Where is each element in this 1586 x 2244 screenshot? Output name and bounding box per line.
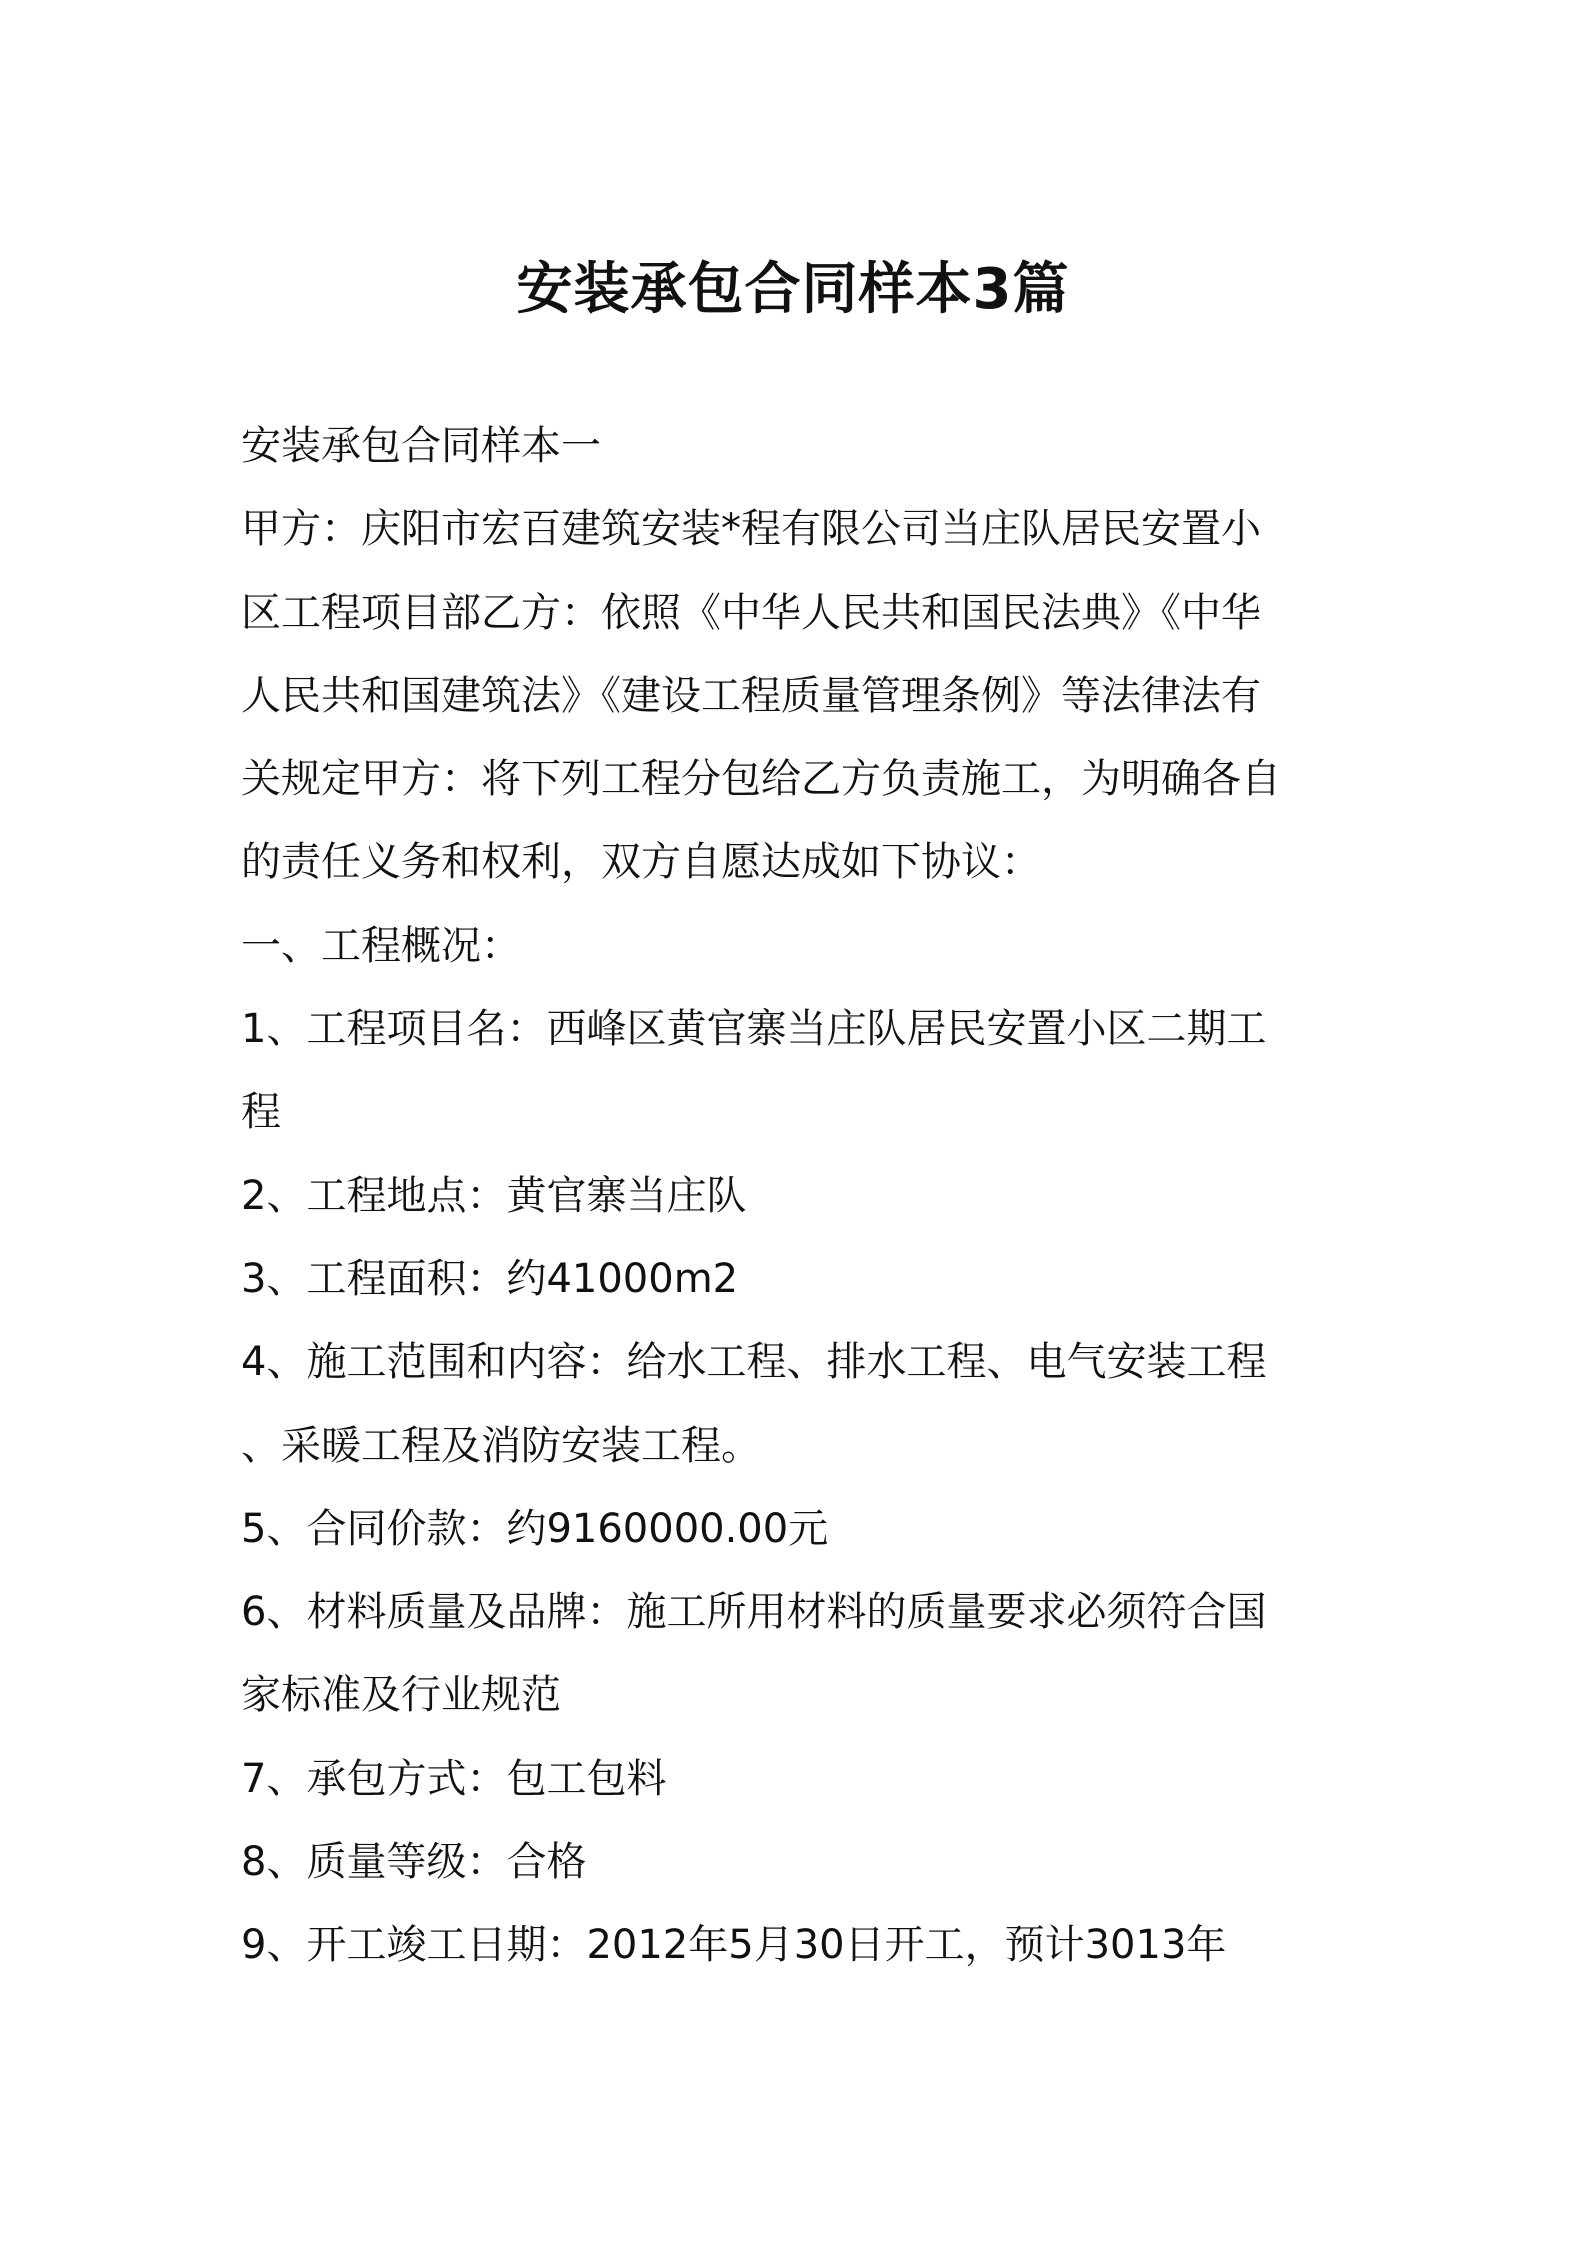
text-line: 甲方：庆阳市宏百建筑安装*程有限公司当庄队居民安置小	[241, 506, 1261, 553]
document-body	[241, 405, 1356, 1988]
text-line: 区工程项目部乙方：依照《中华人民共和国民法典》《中华	[241, 589, 1261, 636]
text-line: 4、施工范围和内容：给水工程、排水工程、电气安装工程	[241, 1339, 1267, 1386]
text-line: 1、工程项目名：西峰区黄官寨当庄队居民安置小区二期工	[241, 1006, 1267, 1053]
text-line: 6、材料质量及品牌：施工所用材料的质量要求必须符合国	[241, 1589, 1267, 1636]
text-line: 2、工程地点：黄官寨当庄队	[241, 1172, 747, 1219]
text-line: 关规定甲方：将下列工程分包给乙方负责施工，为明确各自	[241, 756, 1281, 803]
text-line: 人民共和国建筑法》《建设工程质量管理条例》等法律法有	[241, 672, 1261, 719]
text-line: 8、质量等级：合格	[241, 1839, 587, 1886]
text-line: 家标准及行业规范	[241, 1672, 561, 1719]
text-line: 安装承包合同样本一	[241, 423, 601, 469]
text-line: 3、工程面积：约41000m2	[241, 1255, 739, 1302]
text-line: 7、承包方式：包工包料	[241, 1755, 667, 1802]
document-title: 安装承包合同样本3篇	[516, 257, 1070, 322]
text-line: 9、开工竣工日期：2012年5月30日开工，预计3013年	[241, 1922, 1227, 1969]
text-line: 一、工程概况：	[241, 922, 521, 969]
text-line: 5、合同价款：约9160000.00元	[241, 1505, 829, 1552]
text-line: 的责任义务和权利，双方自愿达成如下协议：	[241, 839, 1041, 886]
text-line: 程	[241, 1089, 281, 1136]
text-line: 、采暖工程及消防安装工程。	[241, 1422, 761, 1469]
